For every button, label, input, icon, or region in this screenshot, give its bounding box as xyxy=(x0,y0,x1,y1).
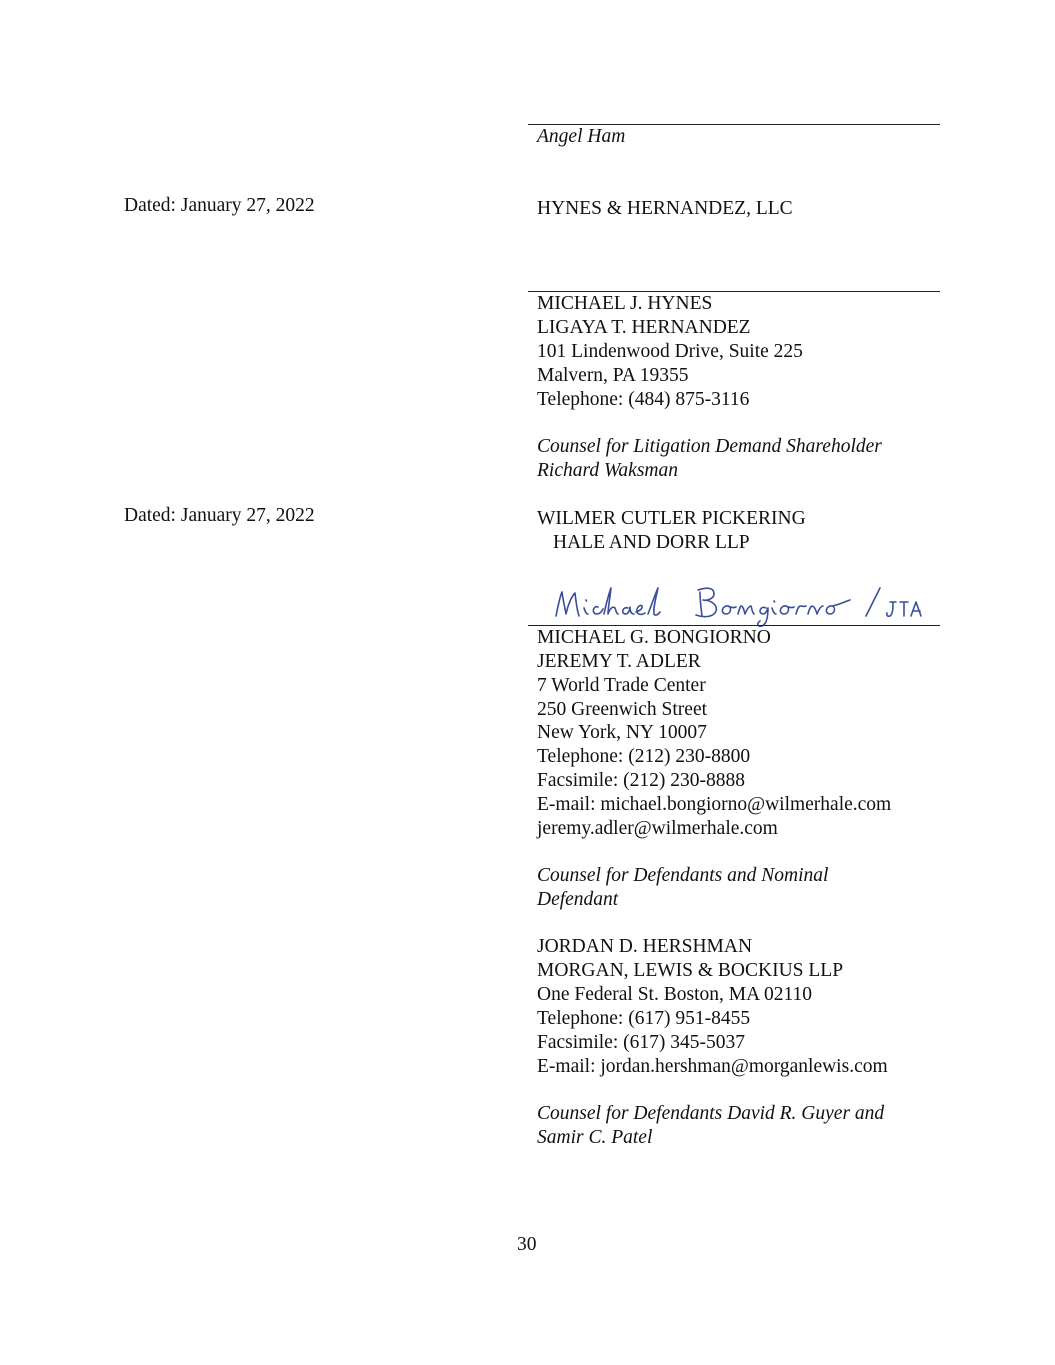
telephone: Telephone: (212) 230-8800 xyxy=(537,746,751,767)
email: E-mail: jordan.hershman@morganlewis.com xyxy=(537,1056,888,1077)
firm-name: HALE AND DORR LLP xyxy=(553,532,750,553)
firm-name: HYNES & HERNANDEZ, LLC xyxy=(537,198,793,219)
dated-label: Dated: January 27, 2022 xyxy=(124,195,315,216)
page-number: 30 xyxy=(517,1234,537,1255)
email: jeremy.adler@wilmerhale.com xyxy=(537,818,778,839)
counsel-role: Counsel for Defendants David R. Guyer and xyxy=(537,1103,885,1124)
counsel-role: Richard Waksman xyxy=(537,460,679,481)
attorney-line: JEREMY T. ADLER xyxy=(537,651,701,672)
email: E-mail: michael.bongiorno@wilmerhale.com xyxy=(537,794,892,815)
handwritten-signature xyxy=(548,578,928,628)
attorney-line: JORDAN D. HERSHMAN xyxy=(537,936,753,957)
address-line: One Federal St. Boston, MA 02110 xyxy=(537,984,812,1005)
signatory-name: Angel Ham xyxy=(537,126,626,147)
address-line: 250 Greenwich Street xyxy=(537,699,708,720)
attorney-line: MICHAEL J. HYNES xyxy=(537,293,713,314)
telephone: Telephone: (484) 875-3116 xyxy=(537,389,750,410)
counsel-role: Defendant xyxy=(537,889,619,910)
firm-name: MORGAN, LEWIS & BOCKIUS LLP xyxy=(537,960,844,981)
facsimile: Facsimile: (617) 345-5037 xyxy=(537,1032,745,1053)
counsel-role: Counsel for Defendants and Nominal xyxy=(537,865,829,886)
address-line: 101 Lindenwood Drive, Suite 225 xyxy=(537,341,803,362)
dated-label: Dated: January 27, 2022 xyxy=(124,505,315,526)
attorney-line: MICHAEL G. BONGIORNO xyxy=(537,627,771,648)
facsimile: Facsimile: (212) 230-8888 xyxy=(537,770,745,791)
counsel-role: Counsel for Litigation Demand Shareholder xyxy=(537,436,882,457)
address-line: Malvern, PA 19355 xyxy=(537,365,689,386)
counsel-role: Samir C. Patel xyxy=(537,1127,653,1148)
firm-name: WILMER CUTLER PICKERING xyxy=(537,508,806,529)
attorney-line: LIGAYA T. HERNANDEZ xyxy=(537,317,751,338)
telephone: Telephone: (617) 951-8455 xyxy=(537,1008,751,1029)
address-line: New York, NY 10007 xyxy=(537,722,707,743)
address-line: 7 World Trade Center xyxy=(537,675,706,696)
